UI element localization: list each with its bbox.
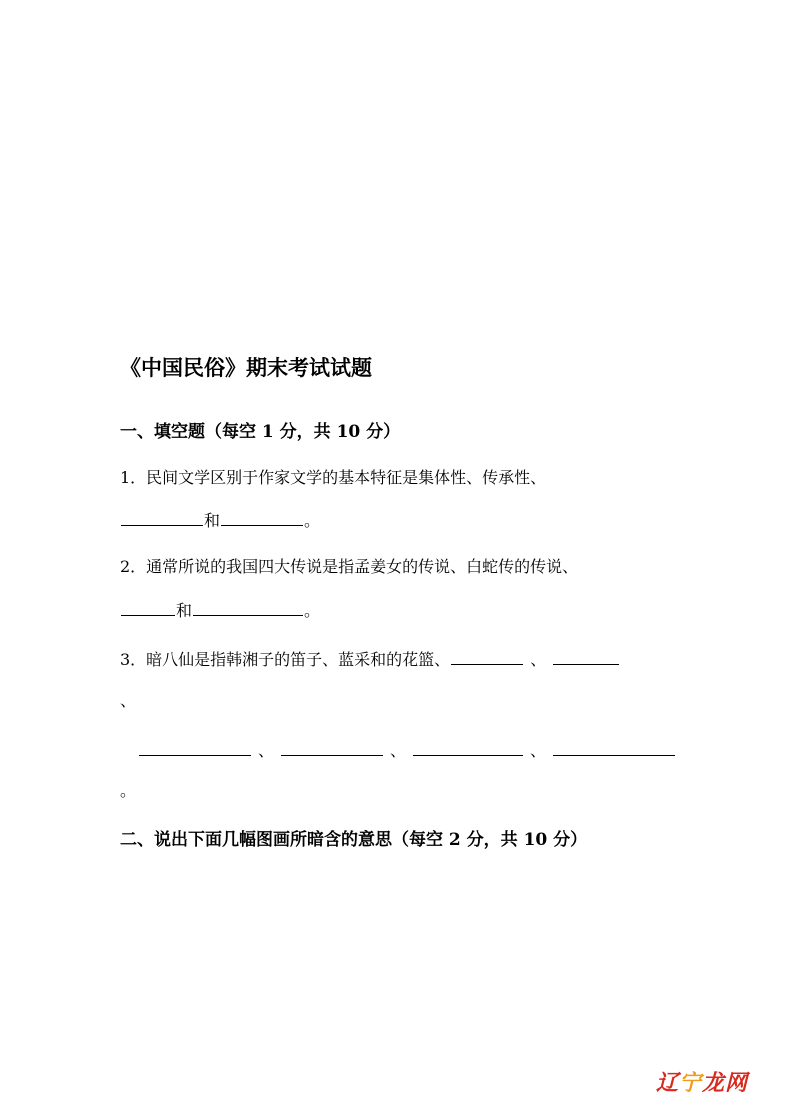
conjunction-text: 和 <box>204 511 221 530</box>
separator-text: 、 <box>530 650 547 669</box>
answer-blank[interactable] <box>413 738 523 756</box>
answer-blank[interactable] <box>121 508 203 526</box>
answer-blank[interactable] <box>553 647 619 665</box>
answer-blank[interactable] <box>281 738 383 756</box>
watermark-char: 龙网 <box>702 1071 749 1096</box>
exam-title: 《中国民俗》期末考试试题 <box>120 355 372 380</box>
question-1-answer-line <box>120 508 320 532</box>
question-2-answer-line <box>120 598 320 622</box>
site-watermark-logo <box>656 1066 748 1097</box>
period-text: 。 <box>304 511 321 530</box>
watermark-char: 宁 <box>679 1071 703 1096</box>
answer-blank[interactable] <box>221 508 303 526</box>
answer-blank[interactable] <box>121 598 175 616</box>
answer-blank[interactable] <box>139 738 251 756</box>
answer-blank[interactable] <box>451 647 523 665</box>
question-3-answer-line <box>138 738 676 762</box>
question-3-text: 3．暗八仙是指韩湘子的笛子、蓝采和的花篮、 <box>120 650 451 669</box>
period-text: 。 <box>120 781 137 800</box>
watermark-char: 辽 <box>656 1071 680 1096</box>
answer-blank[interactable] <box>553 738 675 756</box>
question-3-line <box>120 647 620 671</box>
separator-text: 、 <box>530 741 547 760</box>
period-text: 。 <box>304 601 321 620</box>
answer-blank[interactable] <box>193 598 303 616</box>
separator-text: 、 <box>258 741 275 760</box>
question-2-text: 2．通常所说的我国四大传说是指孟姜女的传说、白蛇传的传说、 <box>120 557 579 576</box>
conjunction-text: 和 <box>176 601 193 620</box>
section-picture-meaning-heading: 二、说出下面几幅图画所暗含的意思（每空 2 分，共 10 分） <box>120 830 588 850</box>
dangling-separator: 、 <box>120 691 137 710</box>
separator-text: 、 <box>390 741 407 760</box>
question-1-text: 1．民间文学区别于作家文学的基本特征是集体性、传承性、 <box>120 468 547 487</box>
section-fill-in-blank-heading: 一、填空题（每空 1 分，共 10 分） <box>120 422 401 442</box>
